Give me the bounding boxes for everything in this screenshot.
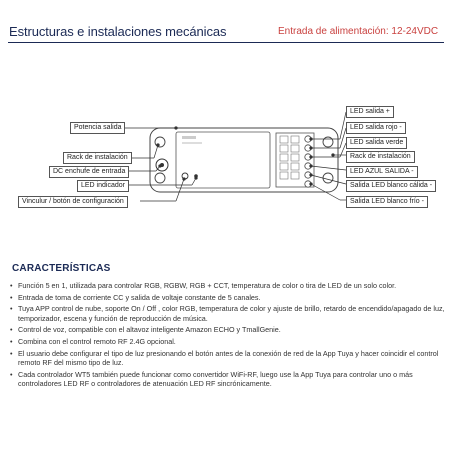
power-input-label: Entrada de alimentación: 12-24VDC: [278, 26, 439, 37]
right-mount-hole-bottom: [323, 173, 333, 183]
label-mount-rack-left: Rack de instalación: [63, 152, 132, 164]
list-item: • Función 5 en 1, utilizada para controlar RGB, RGBW, RGB + CCT, temperatura de color o tira de LED de un solo color.: [10, 281, 446, 291]
list-item: • Control de voz, compatible con el altavoz inteligente Amazon ECHO y TmallGenie.: [10, 325, 446, 335]
label-led-out-green: LED salida verde: [346, 137, 407, 149]
label-led-out-plus: LED salida +: [346, 106, 394, 118]
label-power-output: Potencia salida: [70, 122, 125, 134]
label-led-out-red: LED salida rojo -: [346, 122, 406, 134]
list-item: • Entrada de toma de corriente CC y salida de voltaje constante de 5 canales.: [10, 293, 446, 303]
label-led-out-warm: Salida LED blanco cálida -: [346, 180, 436, 192]
label-mount-rack-right: Rack de instalación: [346, 151, 415, 163]
label-led-out-cold: Salida LED blanco frío -: [346, 196, 428, 208]
list-item: • Tuya APP control de nube, soporte On / Off , color RGB, temperatura de color y ajuste de brillo, retardo de encendido/apagado de luz, temporizador, escena y función de reproducción de música.: [10, 304, 446, 323]
list-item: • Combina con el control remoto RF 2.4G opcional.: [10, 337, 446, 347]
right-mount-hole-top: [323, 137, 333, 147]
label-led-out-blue: LED AZUL SALIDA -: [346, 166, 418, 178]
label-link-button: Vinculur / botón de configuración: [18, 196, 128, 208]
label-led-indicator: LED indicador: [77, 180, 129, 192]
features-title: CARACTERÍSTICAS: [12, 263, 111, 274]
list-item: • Cada controlador WT5 también puede funcionar como convertidor WiFi-RF, luego use la App Tuya para controlar uno o más controladores LED RF o controladores de atenuación LED RF sincrónicamente.: [10, 370, 446, 389]
page-title: Estructuras e instalaciones mecánicas: [9, 24, 227, 39]
controller-inner-panel: [176, 132, 270, 188]
features-list: [10, 281, 446, 391]
label-dc-plug: DC enchufe de entrada: [49, 166, 129, 178]
left-mount-hole-bottom: [155, 173, 165, 183]
list-item: • El usuario debe configurar el tipo de luz presionando el botón antes de la conexión de red de la App Tuya y hacer coincidir el control remoto RF del mismo tipo de luz.: [10, 349, 446, 368]
